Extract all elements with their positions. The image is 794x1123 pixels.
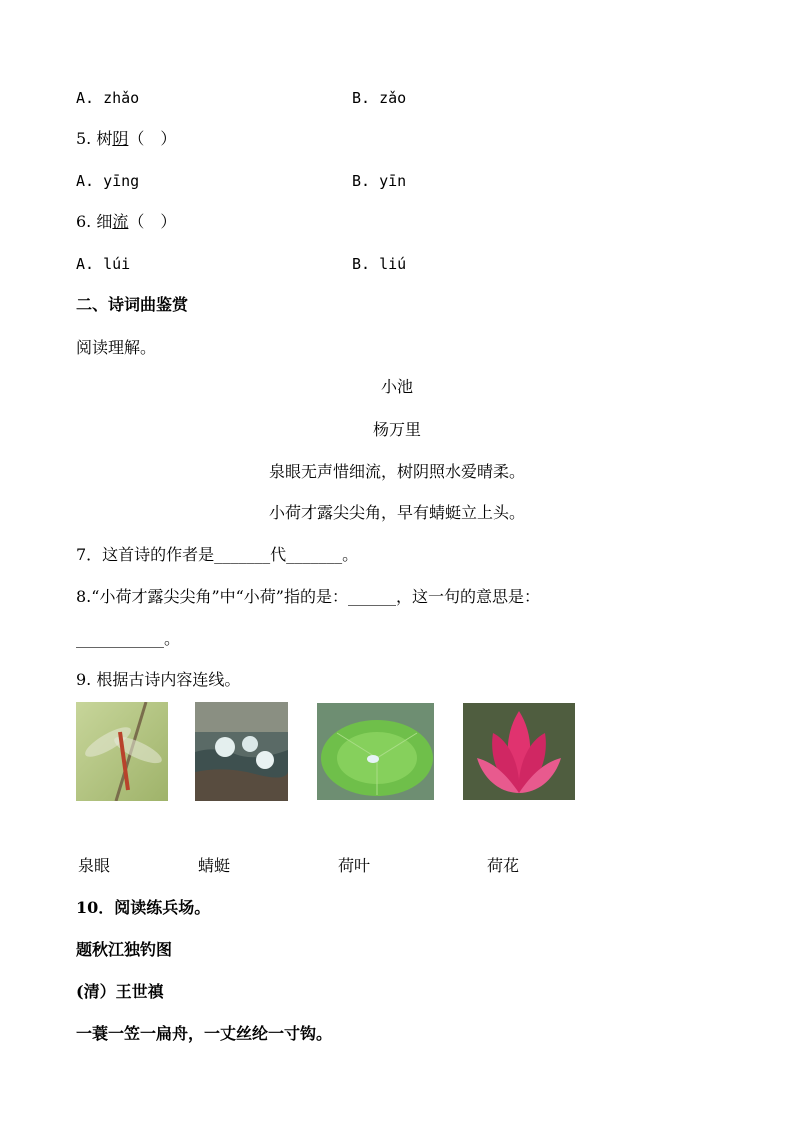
question-9: 9. 根据古诗内容连线。 [76, 670, 241, 689]
question-number: 6. 细 [76, 212, 113, 231]
question-8-blank: ___________。 [76, 629, 181, 648]
option-a: A. zhǎo [76, 89, 140, 107]
question-5 [76, 129, 176, 149]
spring-water-photo [195, 702, 288, 801]
option-b: B. liú [352, 255, 407, 273]
answer-parentheses: （ ） [128, 129, 177, 148]
underlined-character: 流 [112, 212, 129, 231]
underlined-character: 阴 [112, 129, 129, 148]
question-7: 7．这首诗的作者是_______代_______。 [76, 545, 359, 564]
lotus-flower-photo [463, 703, 575, 800]
question-8: 8.“小荷才露尖尖角”中“小荷”指的是：______，这一句的意思是： [76, 587, 540, 606]
question-6 [76, 212, 176, 232]
poem-title: 小池 [380, 377, 413, 396]
dragonfly-photo [76, 702, 168, 801]
option-row [76, 88, 139, 108]
poem-line-2: 小荷才露尖尖角，早有蜻蜓立上头。 [268, 503, 525, 522]
poem-author: 杨万里 [372, 420, 421, 439]
option-a: A. yīng [76, 172, 140, 190]
label-dragonfly: 蜻蜓 [198, 856, 231, 875]
label-spring: 泉眼 [78, 856, 111, 875]
instruction: 阅读理解。 [76, 338, 157, 357]
question-10: 10．阅读练兵场。 [76, 898, 211, 917]
option-b: B. yīn [352, 172, 407, 190]
section-title: 二、诗词曲鉴赏 [76, 295, 189, 314]
poem2-author: (清）王世禛 [76, 982, 164, 1001]
poem-line-1: 泉眼无声惜细流，树阴照水爱晴柔。 [268, 462, 525, 481]
answer-parentheses: （ ） [128, 212, 177, 231]
poem2-title: 题秋江独钓图 [76, 940, 173, 959]
poem2-line-1: 一蓑一笠一扁舟，一丈丝纶一寸钩。 [76, 1024, 333, 1043]
question-number: 5. 树 [76, 129, 113, 148]
label-lotus-flower: 荷花 [487, 856, 520, 875]
label-lotus-leaf: 荷叶 [338, 856, 371, 875]
option-a: A. lúi [76, 255, 131, 273]
lotus-leaf-photo [317, 703, 434, 800]
option-b: B. zǎo [352, 89, 407, 107]
